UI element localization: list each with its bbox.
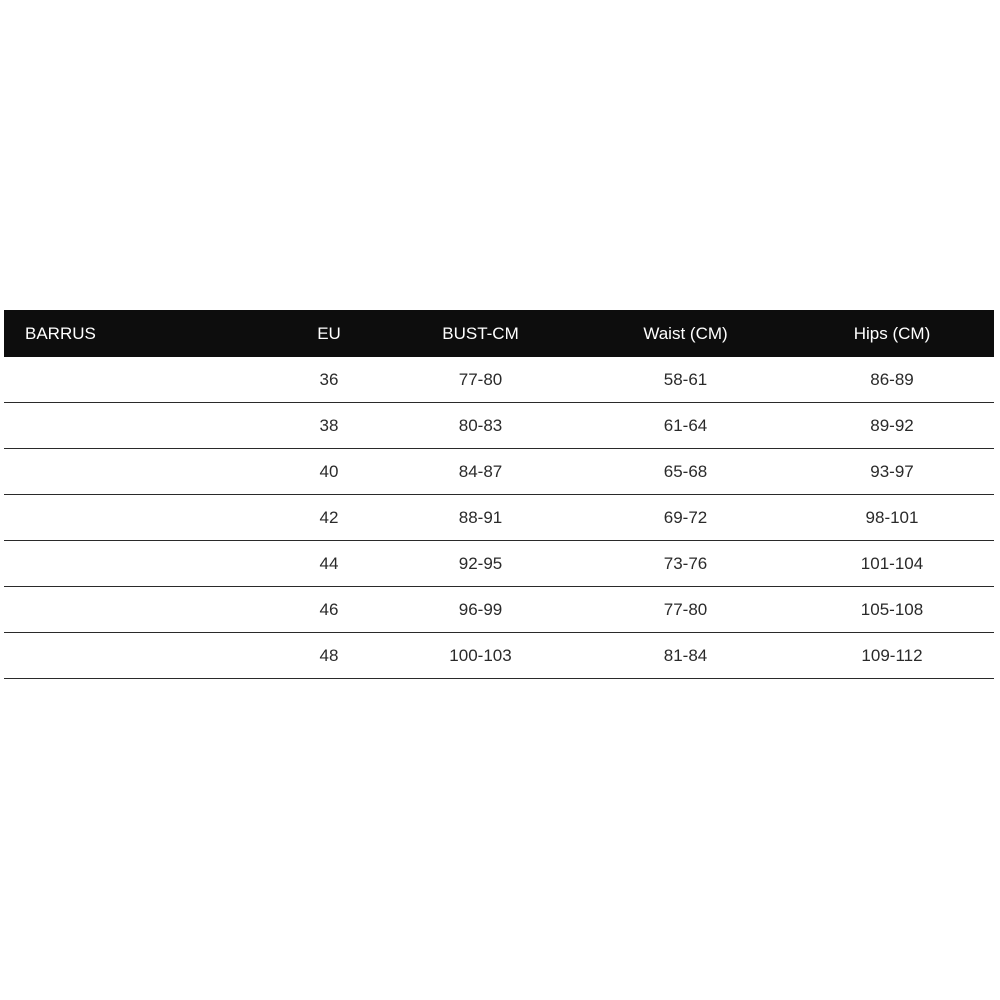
cell-eu: 38 [319, 415, 339, 435]
cell-hips: 93-97 [870, 461, 914, 481]
table-row [4, 633, 994, 679]
cell-bust: 80-83 [458, 415, 503, 435]
cell-waist: 58-61 [663, 369, 708, 389]
cell-bust: 92-95 [458, 553, 503, 573]
cell-waist: 77-80 [663, 599, 708, 619]
cell-hips: 98-101 [865, 507, 919, 527]
header-waist: Waist (CM) [643, 323, 728, 343]
cell-eu: 44 [319, 553, 339, 573]
header-hips: Hips (CM) [853, 323, 931, 343]
table-row [4, 541, 994, 587]
cell-waist: 73-76 [663, 553, 708, 573]
cell-waist: 69-72 [663, 507, 708, 527]
cell-waist: 81-84 [663, 645, 708, 665]
cell-eu: 42 [319, 507, 339, 527]
cell-hips: 86-89 [870, 369, 914, 389]
cell-hips: 89-92 [870, 415, 914, 435]
header-eu: EU [317, 323, 341, 343]
cell-bust: 77-80 [458, 369, 503, 389]
cell-waist: 65-68 [663, 461, 708, 481]
cell-eu: 46 [319, 599, 339, 619]
cell-hips: 109-112 [861, 645, 923, 665]
cell-hips: 105-108 [860, 599, 924, 619]
cell-waist: 61-64 [663, 415, 708, 435]
table-row [4, 357, 994, 403]
cell-bust: 84-87 [458, 461, 503, 481]
table-header-row [4, 310, 994, 357]
header-bust: BUST-CM [442, 323, 519, 343]
cell-eu: 36 [319, 369, 339, 389]
table-row [4, 449, 994, 495]
header-brand: BARRUS [25, 323, 96, 343]
cell-hips: 101-104 [860, 553, 924, 573]
cell-bust: 88-91 [458, 507, 503, 527]
cell-eu: 48 [319, 645, 339, 665]
cell-bust: 96-99 [458, 599, 503, 619]
size-chart-table [4, 310, 994, 679]
cell-bust: 100-103 [449, 645, 512, 665]
cell-eu: 40 [319, 461, 339, 481]
table-row [4, 587, 994, 633]
table-row [4, 403, 994, 449]
table-row [4, 495, 994, 541]
